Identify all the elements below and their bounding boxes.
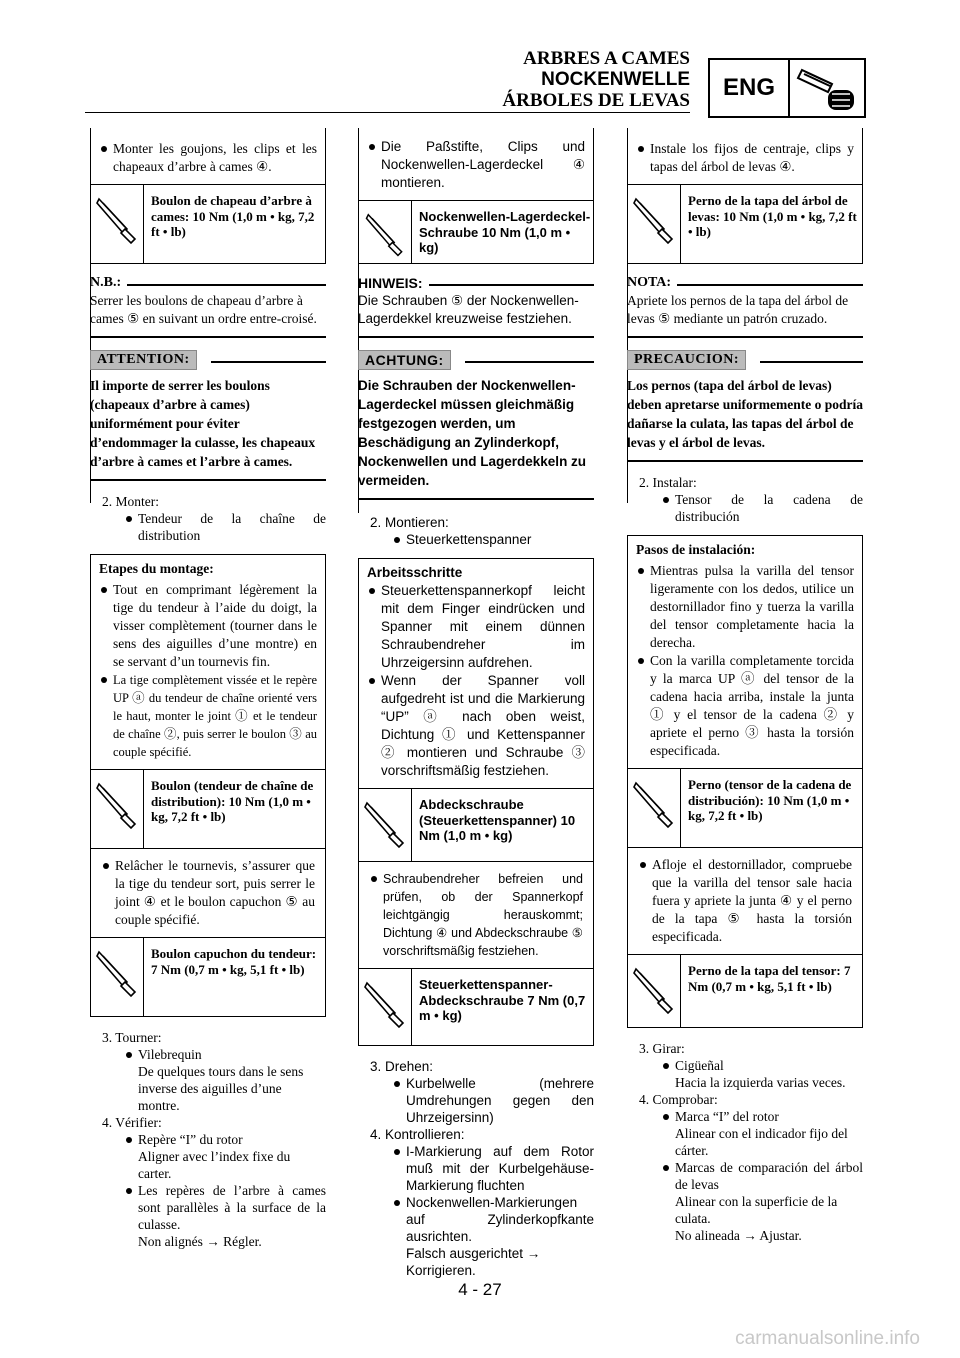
caution-text: Il importe de serrer les boulons (chapeaux d’arbre à cames) uniformément pour éviter d’endommager la culasse, les chapeaux d’arbre à cames et l’arbre à cames. (90, 376, 326, 481)
torque-spec-box (90, 770, 326, 849)
torque-spec-box (90, 938, 326, 1017)
column-french (90, 128, 326, 1250)
list-item: Nockenwellen-Markierungen auf Zylinderkopfkante ausrichten. (392, 1194, 594, 1245)
list-item: Mientras pulsa la varilla del tensor ligeramente con los dedos, utilice un destornillador fino y tuerza la varilla del tensor completamente hacia la derecha. (636, 562, 854, 652)
note-text: Serrer les boulons de chapeau d’arbre à cames ⑤ en suivant un ordre entre-croisé. (90, 292, 326, 338)
section-label: ENG (710, 60, 790, 116)
column-spanish (627, 128, 863, 1244)
step-2: 2. Instalar: (639, 475, 697, 490)
caution-label: PRECAUCION: (627, 350, 746, 370)
list-item: Con la varilla completamente torcida y la marca UP ⓐ del tensor de la cadena hacia arriba, instale la junta ① y el tensor de la cadena ② y apriete el perno ③ hasta la torsión especificada. (636, 652, 854, 760)
install-steps-box (90, 554, 326, 770)
note-block (627, 264, 863, 338)
torque-spec-box (627, 955, 863, 1028)
column-german (358, 128, 594, 1279)
step-3: 3. Tourner: (102, 1030, 162, 1045)
step-detail: Aligner avec l’index fixe du carter. (138, 1149, 291, 1181)
torque-wrench-icon (363, 979, 407, 1033)
title-de: NOCKENWELLE (541, 69, 690, 90)
list-item: Instale los fijos de centraje, clips y tapas del árbol de levas ④. (636, 140, 854, 176)
list-item: Wenn der Spanner voll aufgedreht ist und die Markierung “UP” ⓐ nach oben weist, Dichtung ① und Kettenspanner ② montieren und Schraube ③ vorschriftsmäßig festziehen. (367, 672, 585, 780)
list-item: Les repères de l’arbre à cames sont parallèles à la surface de la culasse. (124, 1182, 326, 1233)
torque-spec: Steuerkettenspanner-Abdeckschraube 7 Nm (0,7 m • kg) (419, 977, 586, 1023)
torque-wrench-icon (632, 965, 676, 1019)
torque-wrench-icon (363, 211, 407, 261)
torque-spec: Perno de la tapa del árbol de levas: 10 Nm (1,0 m • kg, 7,2 ft • lb) (688, 193, 857, 239)
list-item: La tige complètement vissée et le repère UP ⓐ du tendeur de chaîne orienté vers le haut, monter le joint ① et le tendeur de chaîne ②, puis serrer le boulon ③ au couple spécifié. (99, 671, 317, 761)
note-label: HINWEIS: (358, 274, 594, 292)
step-3: 3. Girar: (639, 1041, 685, 1056)
torque-wrench-icon (95, 948, 139, 1002)
note-block (358, 264, 594, 338)
step-4: 4. Vérifier: (102, 1115, 162, 1130)
torque-spec: Perno (tensor de la cadena de distribución): 10 Nm (1,0 m • kg, 7,2 ft • lb) (688, 777, 852, 823)
install-steps-box (627, 535, 863, 769)
caution-block (90, 338, 326, 481)
list-item: Tendeur de la chaîne de distribution (124, 510, 326, 544)
page-header (502, 48, 690, 111)
list-item: Marca “I” del rotor (661, 1108, 863, 1125)
torque-spec: Abdeckschraube (Steuerkettenspanner) 10 Nm (1,0 m • kg) (419, 797, 576, 843)
torque-wrench-icon (95, 780, 139, 834)
caution-label: ATTENTION: (90, 350, 197, 370)
step-2: 2. Montieren: (370, 515, 449, 530)
list-item: Steuerkettenspannerkopf leicht mit dem Finger eindrücken und Spanner mit einem dünnen Schraubendreher im Uhrzeigersinn aufdrehen. (367, 582, 585, 672)
torque-spec: Nockenwellen-Lagerdeckel-Schraube 10 Nm (1,0 m • kg) (419, 209, 591, 255)
torque-wrench-icon (632, 195, 676, 249)
step-3: 3. Drehen: (370, 1059, 434, 1074)
torque-spec-box (358, 789, 594, 862)
step-detail: Hacia la izquierda varias veces. (675, 1075, 846, 1090)
torque-spec-box (90, 185, 326, 264)
torque-wrench-icon (363, 799, 407, 853)
note-label: NOTA: (627, 274, 863, 292)
step-detail: Non alignés → Régler. (138, 1234, 262, 1249)
section-badge (708, 58, 866, 118)
torque-spec-box (358, 969, 594, 1046)
list-item: Tout en comprimant légèrement la tige du tendeur à l’aide du doigt, la visser complètement (tourner dans le sens des aiguilles d’une montre) en se servant d’un tournevis fin. (99, 581, 317, 671)
step-detail: Falsch ausgerichtet → Korrigieren. (406, 1246, 541, 1278)
note-text: Apriete los pernos de la tapa del árbol de levas ⑤ mediante un patrón cruzado. (627, 292, 863, 338)
list-item: Afloje el destornillador, compruebe que la varilla del tensor sale hacia fuera y apriete la junta ④ y el perno de la tapa ⑤ hasta la torsión especificada. (638, 856, 852, 946)
caution-text: Die Schrauben der Nockenwellen-Lagerdeckel müssen gleichmäßig festgezogen werden, um Beschädigung an Zylinderkopf, Nockenwellen und Lagerdekkeln zu vermeiden. (358, 376, 594, 500)
header-rule (85, 112, 690, 113)
note-text: Die Schrauben ⑤ der Nockenwellen-Lagerdekkel kreuzweise festziehen. (358, 292, 594, 338)
caution-label: ACHTUNG: (358, 350, 451, 370)
caution-text: Los pernos (tapa del árbol de levas) deben apretarse uniformemente o podría dañarse la culata, las tapas del árbol de levas y el árbol de levas. (627, 376, 863, 462)
caution-block (627, 338, 863, 462)
torque-wrench-icon (95, 195, 139, 249)
torque-spec: Boulon capuchon du tendeur: 7 Nm (0,7 m • kg, 5,1 ft • lb) (151, 946, 317, 977)
step-detail: No alineada → Ajustar. (675, 1228, 802, 1243)
caution-block (358, 338, 594, 500)
list-item: Marcas de comparación del árbol de levas (661, 1159, 863, 1193)
list-item: Schraubendreher befreien und prüfen, ob der Spannerkopf leichtgängig herauskommt; Dichtung ④ und Abdeckschraube ⑤ vorschriftsmäßig festziehen. (369, 870, 583, 960)
torque-spec: Boulon (tendeur de chaîne de distribution): 10 Nm (1,0 m • kg, 7,2 ft • lb) (151, 778, 314, 824)
step-4: 4. Comprobar: (639, 1092, 718, 1107)
note-label: N.B.: (90, 274, 326, 292)
steps-heading: Pasos de instalación: (636, 542, 756, 557)
step-detail: Alinear con el indicador fijo del cárter. (675, 1126, 848, 1158)
list-item: I-Markierung auf dem Rotor muß mit der Kurbelgehäuse-Markierung fluchten (392, 1143, 594, 1194)
torque-wrench-icon (632, 779, 676, 833)
watermark: carmanualsonline.info (735, 1328, 920, 1349)
torque-spec: Perno de la tapa del tensor: 7 Nm (0,7 m • kg, 5,1 ft • lb) (688, 963, 851, 994)
list-item: Vilebrequin (124, 1046, 326, 1063)
list-item: Monter les goujons, les clips et les chapeaux d’arbre à cames ④. (99, 140, 317, 176)
step-4: 4. Kontrollieren: (370, 1127, 465, 1142)
list-item: Kurbelwelle (mehrere Umdrehungen gegen den Uhrzeigersinn) (392, 1075, 594, 1126)
engine-icon (792, 62, 862, 116)
title-es: ÁRBOLES DE LEVAS (502, 90, 690, 111)
torque-spec-box (627, 769, 863, 848)
list-item: Repère “I” du rotor (124, 1131, 326, 1148)
note-block (90, 264, 326, 338)
steps-heading: Etapes du montage: (99, 561, 214, 576)
step-detail: Alinear con la superficie de la culata. (675, 1194, 838, 1226)
steps-heading: Arbeitsschritte (367, 565, 463, 580)
page-number: 4 - 27 (458, 1280, 502, 1299)
list-item: Steuerkettenspanner (392, 531, 594, 548)
list-item: Tensor de la cadena de distribución (661, 491, 863, 525)
torque-spec-box (627, 185, 863, 264)
step-detail: De quelques tours dans le sens inverse des aiguilles d’une montre. (138, 1064, 304, 1113)
list-item: Die Paßstifte, Clips und Nockenwellen-Lagerdeckel ④ montieren. (367, 138, 585, 192)
torque-spec-box (358, 201, 594, 264)
list-item: Cigüeñal (661, 1057, 863, 1074)
install-steps-box (358, 558, 594, 789)
title-fr: ARBRES A CAMES (523, 48, 690, 69)
torque-spec: Boulon de chapeau d’arbre à cames: 10 Nm (1,0 m • kg, 7,2 ft • lb) (151, 193, 315, 239)
step-2: 2. Monter: (102, 494, 159, 509)
list-item: Relâcher le tournevis, s’assurer que la tige du tendeur sort, puis serrer le joint ④ et le boulon capuchon ⑤ au couple spécifié. (101, 857, 315, 929)
